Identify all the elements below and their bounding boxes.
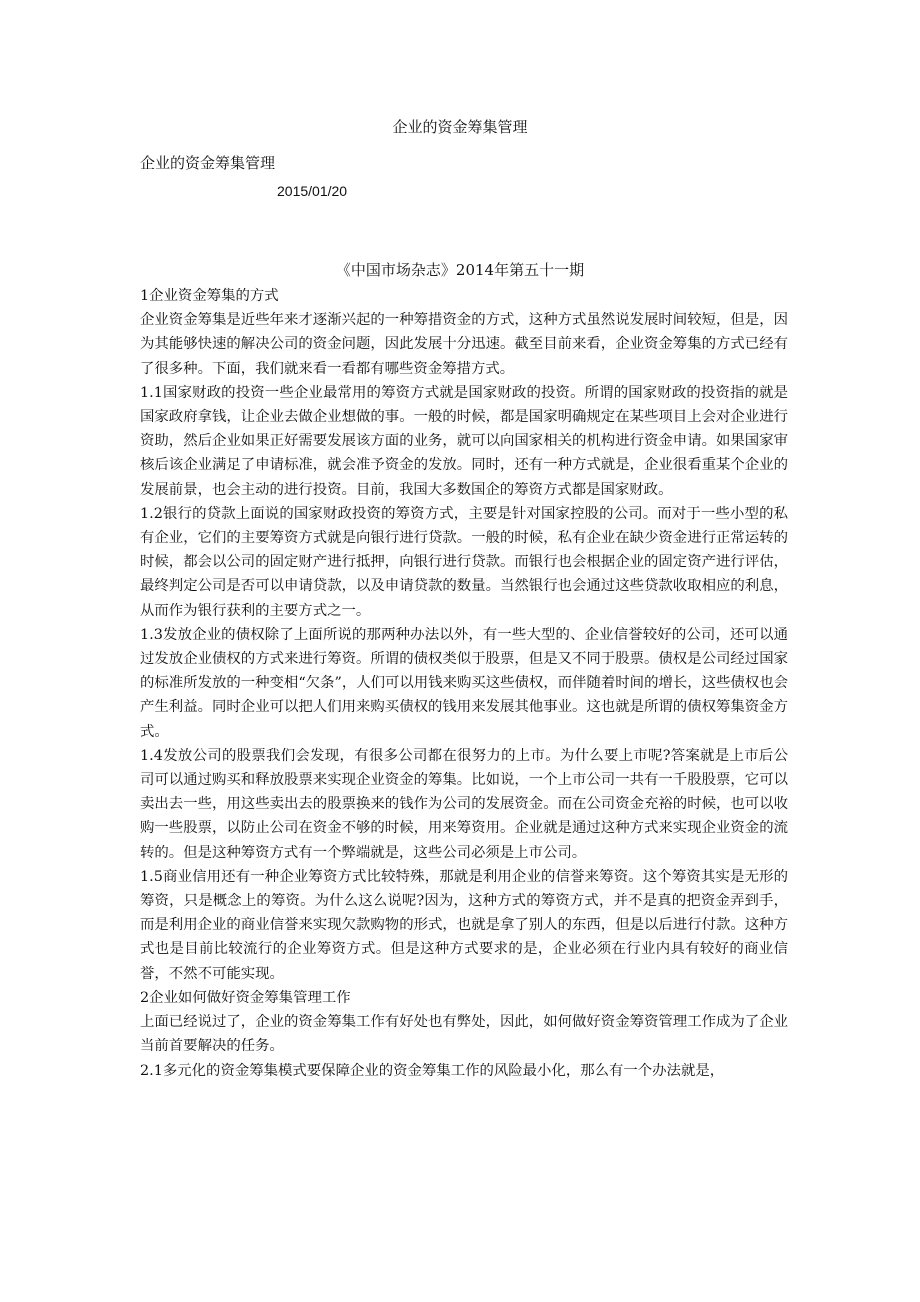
paragraph-1-4: 1.4发放公司的股票我们会发现，有很多公司都在很努力的上市。为什么要上市呢?答案就是上市后公司可以通过购买和释放股票来实现企业资金的筹集。比如说，一个上市公司一共有一千股股票，它可以卖出去一些，用这些卖出去的股票换来的钱作为公司的发展资金。而在公司资金充裕的时候，也可以收购一些股票，以防止公司在资金不够的时候，用来筹资用。企业就是通过这种方式来实现企业资金的流转的。但是这种筹资方式有一个弊端就是，这些公司必须是上市公司。	[140, 747, 788, 861]
paragraph-1-1: 1.1国家财政的投资一些企业最常用的筹资方式就是国家财政的投资。所谓的国家财政的投资指的就是国家政府拿钱，让企业去做企业想做的事。一般的时候，都是国家明确规定在某些项目上会对企业进行资助，然后企业如果正好需要发展该方面的业务，就可以向国家相关的机构进行资金申请。如果国家审核后该企业满足了申请标准，就会准予资金的发放。同时，还有一种方式就是，企业很看重某个企业的发展前景，也会主动的进行投资。目前，我国大多数国企的筹资方式都是国家财政。	[140, 384, 788, 498]
article-body	[140, 284, 788, 1083]
document-title: 企业的资金筹集管理	[392, 118, 528, 136]
paragraph-1-2: 1.2银行的贷款上面说的国家财政投资的筹资方式，主要是针对国家控股的公司。而对于一些小型的私有企业，它们的主要筹资方式就是向银行进行贷款。一般的时候，私有企业在缺少资金进行正常运转的时候，都会以公司的固定财产进行抵押，向银行进行贷款。而银行也会根据企业的固定资产进行评估，最终判定公司是否可以申请贷款，以及申请贷款的数量。当然银行也会通过这些贷款收取相应的利息，从而作为银行获利的主要方式之一。	[140, 505, 788, 619]
paragraph-2-intro: 上面已经说过了，企业的资金筹集工作有好处也有弊处，因此，如何做好资金筹资管理工作成为了企业当前首要解决的任务。	[140, 1014, 788, 1055]
source-line: 《中国市场杂志》2014年第五十一期	[335, 261, 585, 279]
publish-date: 2015/01/20	[277, 183, 348, 199]
section-heading-2: 2企业如何做好资金筹集管理工作	[140, 989, 351, 1006]
document-subtitle: 企业的资金筹集管理	[140, 154, 276, 172]
paragraph-intro: 企业资金筹集是近些年来才逐渐兴起的一种筹措资金的方式，这种方式虽然说发展时间较短，但是，因为其能够快速的解决公司的资金问题，因此发展十分迅速。截至目前来看，企业资金筹集的方式已经有了很多种。下面，我们就来看一看都有哪些资金筹措方式。	[140, 312, 788, 377]
section-heading-1: 1企业资金筹集的方式	[140, 288, 279, 304]
paragraph-1-5: 1.5商业信用还有一种企业筹资方式比较特殊，那就是利用企业的信誉来筹资。这个筹资其实是无形的筹资，只是概念上的筹资。为什么这么说呢?因为，这种方式的筹资方式，并不是真的把资金弄到手，而是利用企业的商业信誉来实现欠款购物的形式，也就是拿了别人的东西，但是以后进行付款。这种方式也是目前比较流行的企业筹资方式。但是这种方式要求的是，企业必须在行业内具有较好的商业信誉，不然不可能实现。	[140, 868, 788, 982]
paragraph-2-1: 2.1多元化的资金筹集模式要保障企业的资金筹集工作的风险最小化，那么有一个办法就是，	[140, 1062, 725, 1079]
paragraph-1-3: 1.3发放企业的债权除了上面所说的那两种办法以外，有一些大型的、企业信誉较好的公司，还可以通过发放企业债权的方式来进行筹资。所谓的债权类似于股票，但是又不同于股票。债权是公司经过国家的标准所发放的一种变相“欠条”，人们可以用钱来购买这些债权，而伴随着时间的增长，这些债权也会产生利益。同时企业可以把人们用来购买债权的钱用来发展其他事业。这也就是所谓的债权筹集资金方式。	[140, 626, 788, 740]
